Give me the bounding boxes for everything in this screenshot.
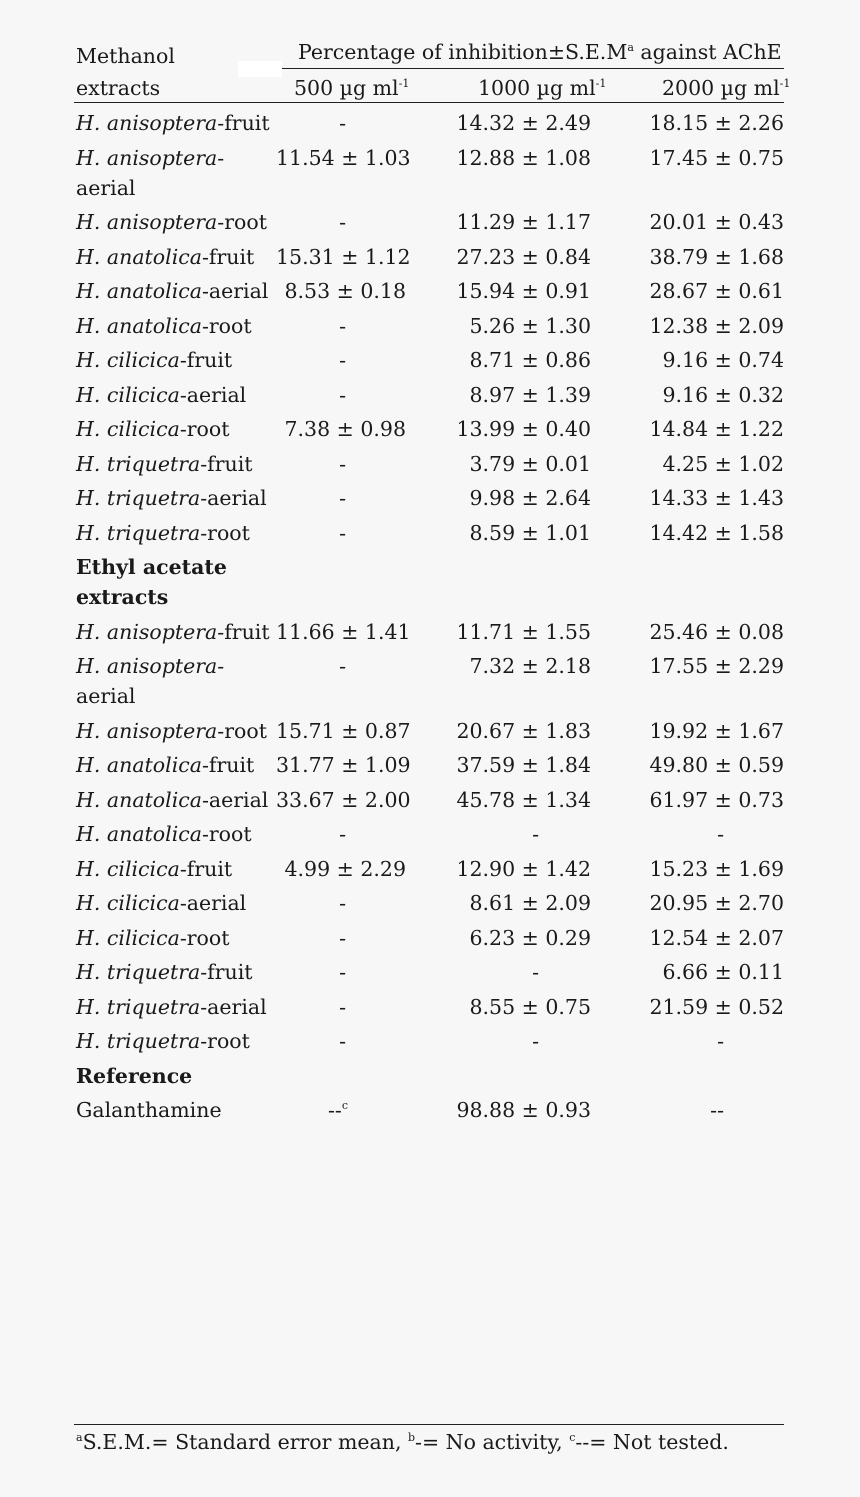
extract-name: H. anisoptera-fruit — [76, 111, 270, 135]
value-500: 8.53 ± 0.18 — [284, 279, 406, 303]
extract-name: H. triquetra-fruit — [76, 960, 253, 984]
reference-section — [76, 1061, 784, 1130]
results-table — [76, 108, 784, 1130]
extract-name: H. triquetra-fruit — [76, 451, 253, 476]
value-1000: - — [532, 822, 539, 846]
bottom-rule — [74, 1424, 784, 1425]
compound-name: Galanthamine — [76, 1098, 222, 1122]
value-500: - — [339, 382, 346, 407]
table-row — [76, 414, 784, 449]
value-500: 4.99 ± 2.29 — [284, 856, 406, 881]
table-row — [76, 518, 784, 553]
value-500: - — [339, 486, 346, 510]
value-500: - — [339, 348, 346, 372]
value-2000: 12.54 ± 2.07 — [649, 925, 784, 950]
value-2000: 6.66 ± 0.11 — [662, 960, 784, 984]
column-header-1000: 1000 µg $ml^{-1}$ — [478, 76, 607, 100]
value-2000: 49.80 ± 0.59 — [649, 753, 784, 777]
table-row — [76, 311, 784, 346]
table-row — [76, 888, 784, 923]
extract-name: H. anatolica-aerial — [76, 279, 269, 303]
extract-name: H. cilicica-root — [76, 417, 230, 441]
table-row — [76, 207, 784, 242]
value-500: 31.77 ± 1.09 — [276, 753, 411, 777]
ethyl-acetate-section — [76, 617, 784, 1061]
value-500: - — [339, 960, 346, 984]
table-row — [76, 819, 784, 854]
table-row — [76, 957, 784, 992]
extract-name: H. anatolica-fruit — [76, 753, 255, 777]
white-patch — [238, 61, 282, 77]
value-1000: 14.32 ± 2.49 — [456, 111, 591, 135]
value-2000: - — [717, 1029, 724, 1053]
value-2000: 14.84 ± 1.22 — [649, 417, 784, 441]
extract-name: H. cilicica-root — [76, 925, 230, 950]
table-row — [76, 992, 784, 1027]
value-2000: 61.97 ± 0.73 — [649, 787, 784, 812]
table-row — [76, 449, 784, 484]
value-1000: 20.67 ± 1.83 — [456, 718, 591, 743]
table-row — [76, 651, 784, 716]
table-row — [76, 716, 784, 751]
value-2000: 9.16 ± 0.32 — [662, 382, 784, 407]
table-row — [76, 854, 784, 889]
value-2000: 21.59 ± 0.52 — [649, 994, 784, 1019]
value-1000: 45.78 ± 1.34 — [456, 787, 591, 812]
table-row — [76, 345, 784, 380]
value-1000: 11.71 ± 1.55 — [456, 619, 591, 644]
extract-name: H. cilicica-fruit — [76, 856, 233, 881]
table-row — [76, 483, 784, 518]
extract-name: H. anisoptera-fruit — [76, 619, 270, 644]
extract-name: H. triquetra-root — [76, 1029, 250, 1053]
value-1000: 27.23 ± 0.84 — [456, 244, 591, 269]
value-2000: 38.79 ± 1.68 — [649, 244, 784, 269]
spanning-column-header — [298, 40, 782, 64]
value-500: 15.71 ± 0.87 — [276, 718, 411, 743]
value-500: 11.66 ± 1.41 — [276, 619, 411, 644]
table-row — [76, 923, 784, 958]
extract-name: H. cilicica-aerial — [76, 891, 247, 915]
section-label: Reference — [76, 1063, 193, 1088]
header-rule — [74, 102, 784, 103]
value-2000: 25.46 ± 0.08 — [649, 619, 784, 644]
value-500: - — [339, 1029, 346, 1053]
row-header-line1: Methanol — [76, 44, 175, 68]
value-1000: 12.88 ± 1.08 — [456, 145, 591, 170]
extract-name: H. triquetra-root — [76, 520, 250, 545]
value-500: - — [339, 891, 346, 915]
value-2000: 4.25 ± 1.02 — [662, 451, 784, 476]
value-1000: - — [532, 960, 539, 984]
value-1000: 12.90 ± 1.42 — [456, 856, 591, 881]
value-500: 7.38 ± 0.98 — [284, 417, 406, 441]
value-1000: 5.26 ± 1.30 — [469, 313, 591, 338]
value-1000: 8.61 ± 2.09 — [469, 891, 591, 915]
span-title-tail: against AChE — [633, 40, 782, 64]
table-row — [76, 750, 784, 785]
value-2000: 14.33 ± 1.43 — [649, 486, 784, 510]
table-row — [76, 242, 784, 277]
value-500: - — [339, 925, 346, 950]
value-500: --$^c$ — [327, 1098, 348, 1122]
value-500: 11.54 ± 1.03 — [276, 145, 411, 170]
value-2000: -- — [710, 1098, 724, 1122]
value-500: - — [339, 313, 346, 338]
value-1000: 13.99 ± 0.40 — [456, 417, 591, 441]
span-title-text: Percentage of inhibition±S.E.M — [298, 40, 628, 64]
extract-name: H. anatolica-root — [76, 822, 252, 846]
extract-name: H. anisoptera-root — [76, 718, 267, 743]
table-row — [76, 617, 784, 652]
value-500: - — [339, 111, 346, 135]
value-2000: 14.42 ± 1.58 — [649, 520, 784, 545]
span-title-sup: a — [627, 41, 634, 55]
value-1000: 98.88 ± 0.93 — [456, 1098, 591, 1122]
value-1000: 6.23 ± 0.29 — [469, 925, 591, 950]
table-row — [76, 380, 784, 415]
extract-name: H. anatolica-root — [76, 313, 252, 338]
value-500: 15.31 ± 1.12 — [276, 244, 411, 269]
value-1000: 8.71 ± 0.86 — [469, 348, 591, 372]
value-2000: 20.01 ± 0.43 — [649, 210, 784, 234]
spanning-header-rule — [282, 68, 784, 69]
value-2000: 17.45 ± 0.75 — [649, 145, 784, 170]
value-2000: 12.38 ± 2.09 — [649, 313, 784, 338]
methanol-section — [76, 108, 784, 552]
extract-name: H. cilicica-aerial — [76, 382, 247, 407]
value-1000: 7.32 ± 2.18 — [469, 654, 591, 678]
value-2000: 19.92 ± 1.67 — [649, 718, 784, 743]
value-2000: 20.95 ± 2.70 — [649, 891, 784, 915]
value-1000: 3.79 ± 0.01 — [469, 451, 591, 476]
value-1000: 15.94 ± 0.91 — [456, 279, 591, 303]
value-1000: 8.59 ± 1.01 — [469, 520, 591, 545]
extract-name: H. anisoptera-aerial — [76, 145, 225, 200]
value-2000: 17.55 ± 2.29 — [649, 654, 784, 678]
value-2000: 28.67 ± 0.61 — [649, 279, 784, 303]
table-row — [76, 1026, 784, 1061]
column-header-500: 500 µg $ml^{-1}$ — [294, 76, 410, 100]
value-1000: 8.97 ± 1.39 — [469, 382, 591, 407]
table-row — [76, 143, 784, 208]
value-1000: 9.98 ± 2.64 — [469, 486, 591, 510]
value-1000: - — [532, 1029, 539, 1053]
value-500: - — [339, 520, 346, 545]
extract-name: H. triquetra-aerial — [76, 994, 267, 1019]
extract-name: H. triquetra-aerial — [76, 486, 267, 510]
value-500: - — [339, 451, 346, 476]
value-500: - — [339, 210, 346, 234]
extract-name: H. anisoptera-aerial — [76, 654, 225, 708]
column-header-2000: 2000 µg $ml^{-1}$ — [662, 76, 791, 100]
ethyl-section-heading — [76, 552, 784, 617]
value-2000: 18.15 ± 2.26 — [649, 111, 784, 135]
value-1000: 37.59 ± 1.84 — [456, 753, 591, 777]
value-1000: 11.29 ± 1.17 — [456, 210, 591, 234]
row-header-line2: extracts — [76, 76, 161, 100]
value-500: - — [339, 994, 346, 1019]
value-1000: 8.55 ± 0.75 — [469, 994, 591, 1019]
extract-name: H. anatolica-aerial — [76, 787, 269, 812]
value-500: - — [339, 654, 346, 678]
value-2000: 9.16 ± 0.74 — [662, 348, 784, 372]
extract-name: H. anatolica-fruit — [76, 244, 255, 269]
extract-name: H. cilicica-fruit — [76, 348, 233, 372]
value-2000: 15.23 ± 1.69 — [649, 856, 784, 881]
section-label: Ethyl acetate extracts — [76, 555, 227, 609]
extract-name: H. anisoptera-root — [76, 210, 267, 234]
table-row — [76, 785, 784, 820]
value-500: - — [339, 822, 346, 846]
table-row — [76, 276, 784, 311]
table-row — [76, 1095, 784, 1130]
table-row — [76, 108, 784, 143]
value-2000: - — [717, 822, 724, 846]
value-500: 33.67 ± 2.00 — [276, 787, 411, 812]
footnote: $^a$S.E.M.= Standard error mean, $^b$-= No activity, $^c$--= Not tested. — [76, 1430, 729, 1454]
